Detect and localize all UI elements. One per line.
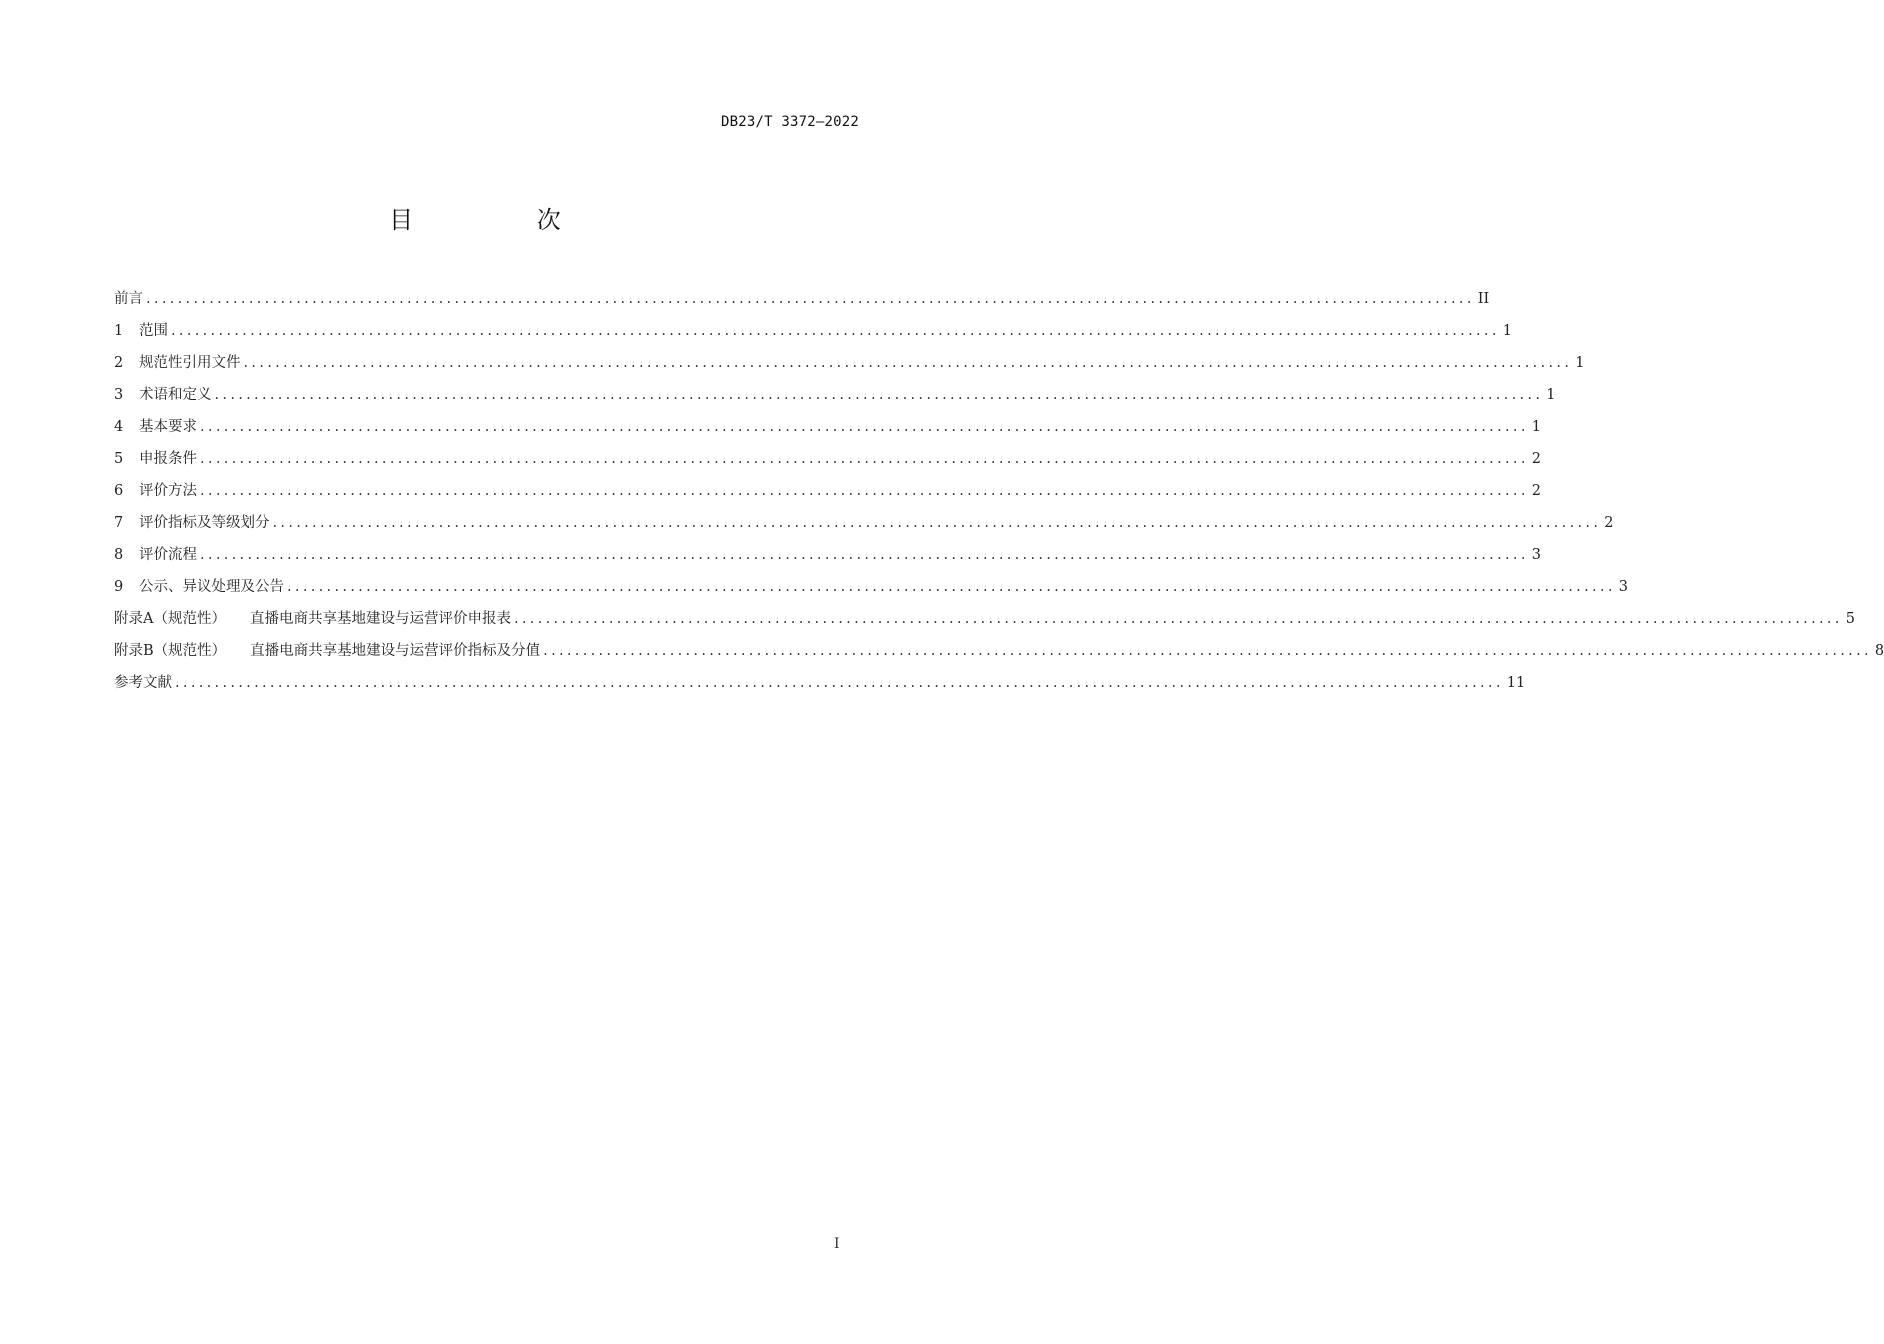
toc-entry-number: 9	[114, 579, 124, 595]
toc-dot-leader: ........................................................................................................................................................................	[200, 483, 1529, 499]
toc-entry-label: 范围	[139, 323, 168, 339]
toc-entry-page: 2	[1531, 483, 1541, 499]
toc-entry-label: 评价方法	[139, 483, 197, 499]
toc-entry-normative-references[interactable]	[114, 351, 1585, 383]
toc-entry-number: 7	[114, 515, 124, 531]
toc-entry-label: 直播电商共享基地建设与运营评价申报表	[249, 611, 511, 627]
toc-entry-label: 直播电商共享基地建设与运营评价指标及分值	[250, 643, 541, 659]
toc-dot-leader: ........................................................................................................................................................................	[171, 323, 1500, 339]
toc-dot-leader: ........................................................................................................................................................................	[200, 547, 1529, 563]
toc-dot-leader: ........................................................................................................................................................................	[243, 355, 1573, 371]
toc-entry-page: II	[1477, 291, 1490, 307]
toc-dot-leader: ........................................................................................................................................................................	[214, 387, 1544, 403]
toc-entry-label: 申报条件	[139, 451, 197, 467]
toc-entry-page: 2	[1604, 515, 1614, 531]
toc-dot-leader: ........................................................................................................................................................................	[513, 611, 1843, 627]
toc-entry-label: 公示、异议处理及公告	[139, 579, 284, 595]
toc-entry-page: 1	[1575, 355, 1585, 371]
toc-entry-appendix-b[interactable]	[114, 639, 1884, 671]
toc-entry-terms-definitions[interactable]	[114, 383, 1556, 415]
toc-entry-evaluation-method[interactable]	[114, 479, 1541, 511]
toc-dot-leader: ........................................................................................................................................................................	[287, 579, 1616, 595]
toc-entry-number: 6	[114, 483, 124, 499]
toc-entry-label: 术语和定义	[139, 387, 212, 403]
toc-entry-label: 规范性引用文件	[139, 355, 241, 371]
standard-code: DB23/T 3372—2022	[720, 114, 859, 130]
toc-title: 目 次	[389, 206, 619, 234]
toc-entry-appendix-prefix: 附录A（规范性）	[114, 611, 226, 627]
table-of-contents	[114, 287, 1884, 703]
toc-entry-page: 3	[1531, 547, 1541, 563]
toc-dot-leader: ........................................................................................................................................................................	[200, 451, 1529, 467]
toc-entry-foreword[interactable]	[114, 287, 1490, 319]
toc-entry-application-conditions[interactable]	[114, 447, 1541, 479]
toc-entry-publicity-objection[interactable]	[114, 575, 1628, 607]
page-number: I	[834, 1236, 840, 1252]
toc-entry-label: 评价指标及等级划分	[139, 515, 270, 531]
toc-entry-page: 1	[1546, 387, 1556, 403]
toc-entry-bibliography[interactable]	[114, 671, 1526, 703]
toc-dot-leader: ........................................................................................................................................................................	[146, 291, 1475, 307]
toc-entry-page: 11	[1506, 675, 1526, 691]
toc-entry-page: 8	[1874, 643, 1884, 659]
toc-entry-number: 3	[114, 387, 124, 403]
toc-entry-number: 4	[114, 419, 124, 435]
toc-entry-page: 1	[1531, 419, 1541, 435]
toc-dot-leader: ........................................................................................................................................................................	[543, 643, 1872, 659]
toc-entry-page: 3	[1618, 579, 1628, 595]
toc-entry-label: 前言	[114, 291, 143, 307]
toc-entry-number: 2	[114, 355, 124, 371]
toc-entry-evaluation-indicators[interactable]	[114, 511, 1614, 543]
toc-entry-number: 5	[114, 451, 124, 467]
toc-entry-basic-requirements[interactable]	[114, 415, 1541, 447]
toc-entry-label: 基本要求	[139, 419, 197, 435]
toc-entry-appendix-prefix: 附录B（规范性）	[114, 643, 227, 659]
toc-entry-page: 2	[1531, 451, 1541, 467]
toc-dot-leader: ........................................................................................................................................................................	[175, 675, 1504, 691]
toc-entry-number: 8	[114, 547, 124, 563]
toc-dot-leader: ........................................................................................................................................................................	[200, 419, 1529, 435]
toc-entry-scope[interactable]	[114, 319, 1512, 351]
toc-entry-label: 参考文献	[114, 675, 172, 691]
toc-entry-label: 评价流程	[139, 547, 197, 563]
toc-dot-leader: ........................................................................................................................................................................	[272, 515, 1602, 531]
toc-entry-appendix-a[interactable]	[114, 607, 1855, 639]
toc-entry-evaluation-process[interactable]	[114, 543, 1541, 575]
toc-entry-number: 1	[114, 323, 124, 339]
toc-entry-page: 5	[1845, 611, 1855, 627]
toc-entry-page: 1	[1502, 323, 1512, 339]
